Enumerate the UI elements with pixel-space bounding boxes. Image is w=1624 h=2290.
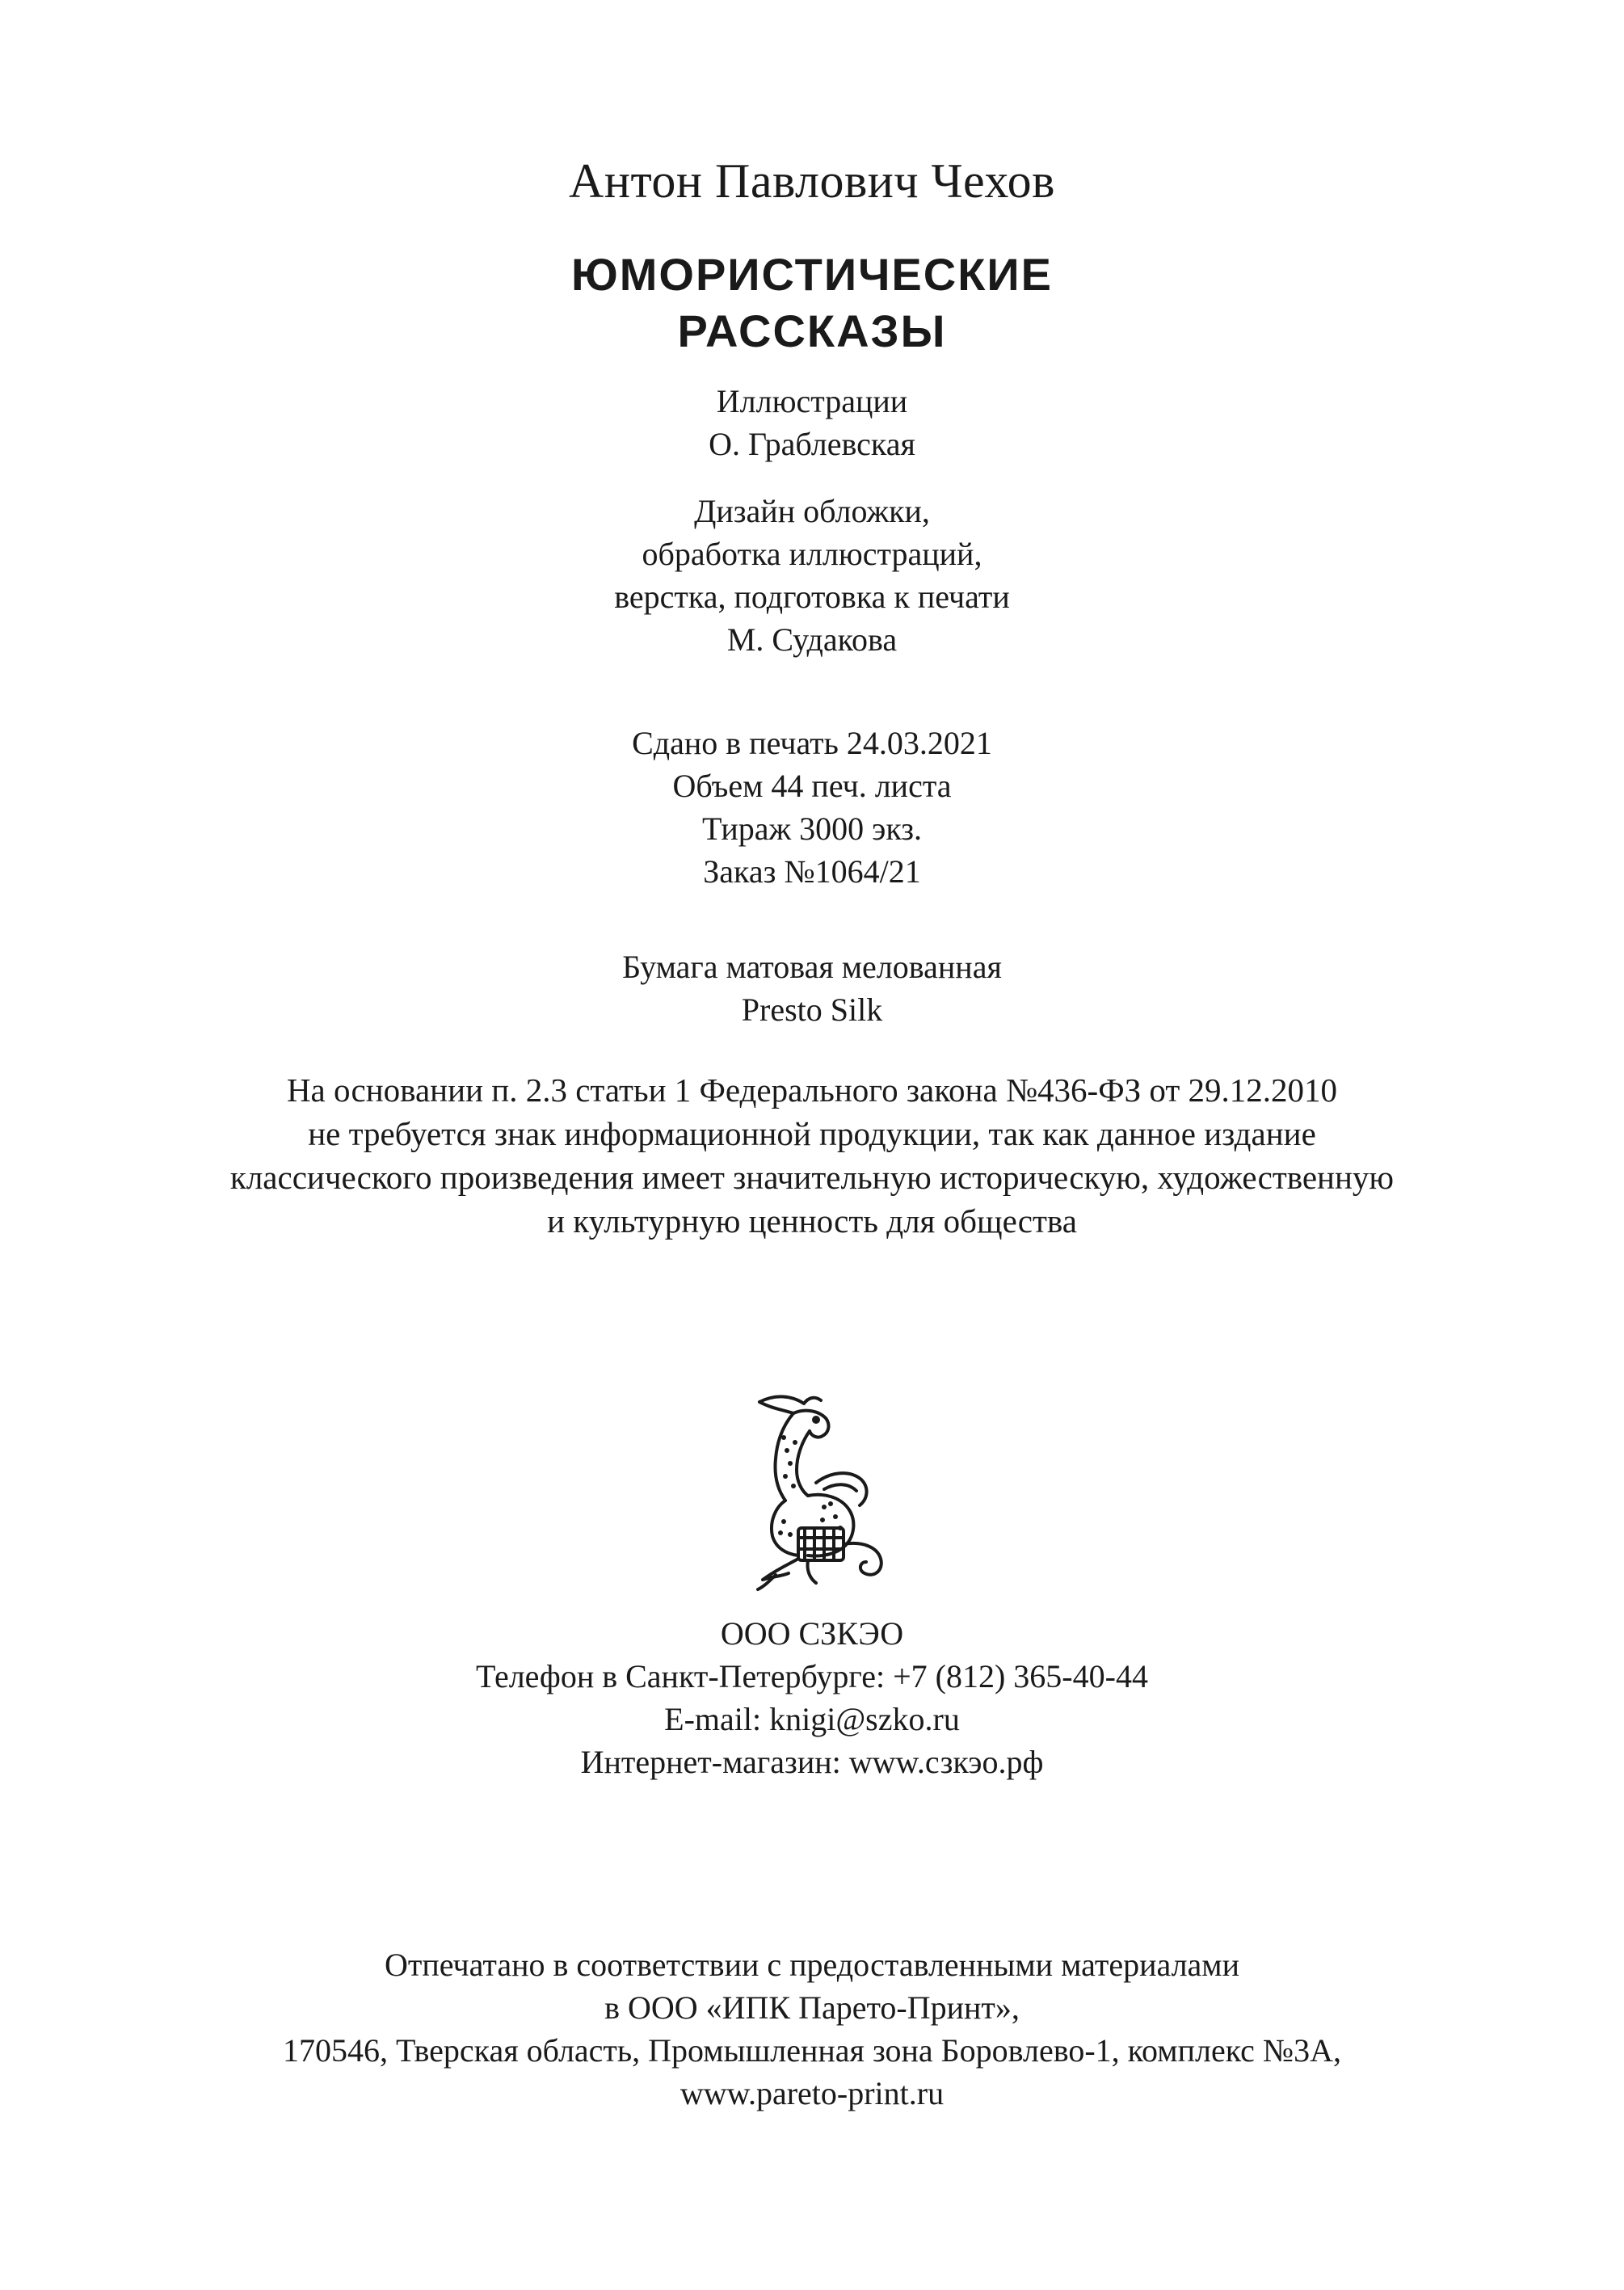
author-name bbox=[0, 152, 1624, 210]
illustrator-name: О. Граблевская bbox=[709, 426, 915, 462]
publisher-shop: Интернет-магазин: www.сзкэо.рф bbox=[580, 1744, 1044, 1780]
printer-line-2: в ООО «ИПК Парето-Принт», bbox=[604, 1989, 1020, 2026]
publisher-phone: Телефон в Санкт-Петербурге: +7 (812) 365-40-44 bbox=[476, 1658, 1148, 1694]
design-line-1: Дизайн обложки, bbox=[694, 493, 930, 529]
print-info bbox=[0, 722, 1624, 893]
design-line-3: верстка, подготовка к печати bbox=[614, 579, 1010, 615]
publisher-name: ООО СЗКЭО bbox=[720, 1615, 904, 1652]
illustrations-label: Иллюстрации bbox=[716, 383, 908, 419]
legal-line-3: классического произведения имеет значительную историческую, художественную bbox=[229, 1159, 1395, 1196]
book-title bbox=[0, 246, 1624, 360]
author-line: Антон Павлович Чехов bbox=[569, 154, 1055, 208]
design-line-2: обработка иллюстраций, bbox=[642, 536, 982, 572]
publisher-email: E-mail: knigi@szko.ru bbox=[664, 1701, 960, 1737]
printer-website: www.pareto-print.ru bbox=[679, 2075, 945, 2111]
paper-type: Бумага матовая мелованная bbox=[622, 949, 1002, 985]
dragon-logo-icon bbox=[727, 1386, 905, 1596]
legal-notice bbox=[0, 1068, 1624, 1243]
print-volume: Объем 44 печ. листа bbox=[672, 768, 952, 804]
publisher-info bbox=[0, 1612, 1624, 1783]
legal-line-1: На основании п. 2.3 статьи 1 Федерального закона №436-ФЗ от 29.12.2010 bbox=[286, 1071, 1338, 1109]
design-credit bbox=[0, 490, 1624, 661]
printer-line-1: Отпечатано в соответствии с предоставленными материалами bbox=[384, 1947, 1240, 1983]
title-line-2: РАССКАЗЫ bbox=[677, 305, 947, 356]
title-line-1: ЮМОРИСТИЧЕСКИЕ bbox=[571, 249, 1053, 300]
legal-line-4: и культурную ценность для общества bbox=[547, 1202, 1077, 1240]
printer-info bbox=[0, 1943, 1624, 2115]
paper-info bbox=[0, 945, 1624, 1031]
printer-line-3: 170546, Тверская область, Промышленная зона Боровлево-1, комплекс №3А, bbox=[283, 2032, 1341, 2069]
designer-name: М. Судакова bbox=[726, 621, 898, 658]
illustrations-credit bbox=[0, 380, 1624, 465]
print-run: Тираж 3000 экз. bbox=[701, 810, 923, 847]
print-date: Сдано в печать 24.03.2021 bbox=[632, 725, 992, 761]
order-number: Заказ №1064/21 bbox=[703, 853, 921, 890]
paper-brand: Presto Silk bbox=[741, 991, 883, 1028]
legal-line-2: не требуется знак информационной продукции, так как данное издание bbox=[308, 1115, 1316, 1152]
